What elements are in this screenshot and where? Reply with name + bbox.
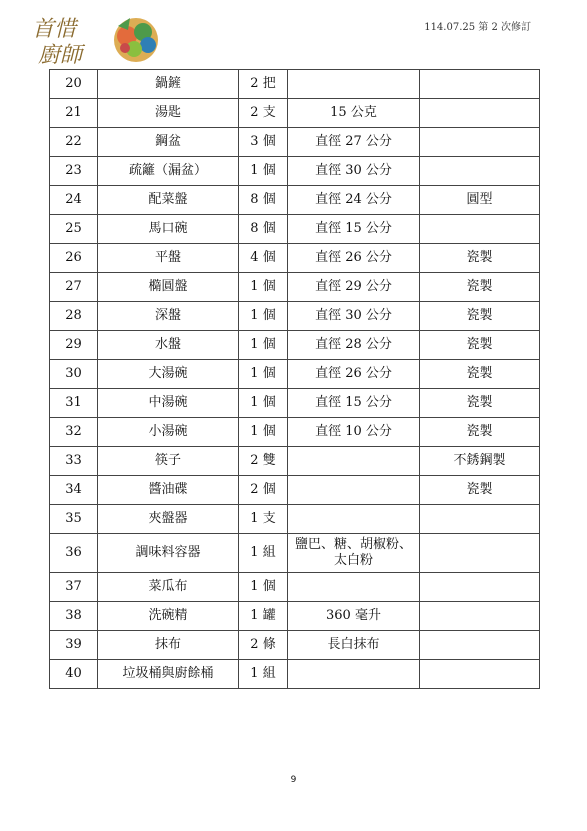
logo-leaf-icon [114,18,158,62]
item-quantity: 1 個 [239,331,288,360]
table-row [50,602,540,631]
item-number: 39 [50,631,98,660]
item-note [420,660,540,689]
item-spec: 360 毫升 [288,602,420,631]
item-spec [288,660,420,689]
table-row [50,389,540,418]
item-quantity: 1 個 [239,273,288,302]
item-spec: 直徑 15 公分 [288,215,420,244]
table-row [50,186,540,215]
logo-text: 首惜 [32,17,77,42]
item-quantity: 1 個 [239,302,288,331]
item-name: 湯匙 [98,99,239,128]
item-spec: 直徑 15 公分 [288,389,420,418]
item-number: 20 [50,70,98,99]
table-row [50,128,540,157]
item-spec: 直徑 30 公分 [288,157,420,186]
item-quantity: 1 個 [239,389,288,418]
item-spec: 直徑 10 公分 [288,418,420,447]
item-note: 不銹鋼製 [420,447,540,476]
item-spec [288,447,420,476]
table-row [50,70,540,99]
item-name: 深盤 [98,302,239,331]
item-number: 26 [50,244,98,273]
item-spec: 直徑 28 公分 [288,331,420,360]
item-note [420,602,540,631]
item-quantity: 1 個 [239,418,288,447]
item-name: 醬油碟 [98,476,239,505]
item-spec: 直徑 24 公分 [288,186,420,215]
item-quantity: 2 支 [239,99,288,128]
table-row [50,302,540,331]
item-note: 瓷製 [420,389,540,418]
item-number: 27 [50,273,98,302]
table-row [50,331,540,360]
item-quantity: 1 個 [239,360,288,389]
item-note [420,534,540,573]
item-number: 24 [50,186,98,215]
item-number: 36 [50,534,98,573]
item-note: 瓷製 [420,476,540,505]
item-quantity: 1 個 [239,573,288,602]
table-row [50,418,540,447]
item-note [420,505,540,534]
item-spec: 直徑 30 公分 [288,302,420,331]
item-note [420,215,540,244]
table-row [50,534,540,573]
table-row [50,215,540,244]
item-number: 28 [50,302,98,331]
item-number: 21 [50,99,98,128]
item-quantity: 1 個 [239,157,288,186]
item-quantity: 8 個 [239,186,288,215]
item-quantity: 2 雙 [239,447,288,476]
item-note: 圓型 [420,186,540,215]
revision-note: 114.07.25 第 2 次修訂 [424,22,531,33]
item-number: 25 [50,215,98,244]
item-number: 38 [50,602,98,631]
item-note [420,631,540,660]
svg-text:廚師: 廚師 [38,43,83,68]
item-name: 水盤 [98,331,239,360]
item-number: 22 [50,128,98,157]
item-name: 抹布 [98,631,239,660]
item-quantity: 2 條 [239,631,288,660]
item-quantity: 2 個 [239,476,288,505]
item-name: 菜瓜布 [98,573,239,602]
item-quantity: 3 個 [239,128,288,157]
item-note [420,99,540,128]
page-number: 9 [290,775,297,785]
item-quantity: 1 組 [239,534,288,573]
item-name: 疏籬（漏盆） [98,157,239,186]
item-note: 瓷製 [420,302,540,331]
item-name: 橢圓盤 [98,273,239,302]
item-note: 瓷製 [420,273,540,302]
table-row [50,660,540,689]
item-spec: 長白抹布 [288,631,420,660]
item-number: 32 [50,418,98,447]
item-spec: 直徑 27 公分 [288,128,420,157]
item-quantity: 1 組 [239,660,288,689]
table-row [50,360,540,389]
item-number: 33 [50,447,98,476]
item-name: 大湯碗 [98,360,239,389]
item-name: 鍋鏟 [98,70,239,99]
item-note: 瓷製 [420,360,540,389]
table-row [50,157,540,186]
item-number: 23 [50,157,98,186]
table-row [50,476,540,505]
item-note: 瓷製 [420,331,540,360]
item-note [420,157,540,186]
item-name: 平盤 [98,244,239,273]
item-name: 配菜盤 [98,186,239,215]
item-number: 29 [50,331,98,360]
item-name: 中湯碗 [98,389,239,418]
item-number: 35 [50,505,98,534]
item-name: 垃圾桶與廚餘桶 [98,660,239,689]
logo [30,12,165,68]
item-name: 小湯碗 [98,418,239,447]
item-spec: 直徑 26 公分 [288,244,420,273]
item-name: 鋼盆 [98,128,239,157]
item-name: 馬口碗 [98,215,239,244]
item-name: 洗碗精 [98,602,239,631]
item-quantity: 8 個 [239,215,288,244]
item-number: 34 [50,476,98,505]
equipment-table [49,69,540,689]
item-spec: 直徑 29 公分 [288,273,420,302]
table-row [50,631,540,660]
item-name: 筷子 [98,447,239,476]
table-row [50,573,540,602]
item-note [420,70,540,99]
item-spec: 鹽巴、糖、胡椒粉、太白粉 [288,534,420,573]
item-name: 夾盤器 [98,505,239,534]
table-row [50,447,540,476]
item-spec [288,70,420,99]
item-quantity: 4 個 [239,244,288,273]
item-quantity: 1 支 [239,505,288,534]
item-spec [288,505,420,534]
item-quantity: 1 罐 [239,602,288,631]
item-spec: 直徑 26 公分 [288,360,420,389]
item-number: 30 [50,360,98,389]
item-note [420,128,540,157]
item-note: 瓷製 [420,244,540,273]
item-spec [288,476,420,505]
item-quantity: 2 把 [239,70,288,99]
item-number: 40 [50,660,98,689]
item-spec [288,573,420,602]
item-spec: 15 公克 [288,99,420,128]
item-note: 瓷製 [420,418,540,447]
table-row [50,505,540,534]
item-number: 31 [50,389,98,418]
item-note [420,573,540,602]
table-row [50,244,540,273]
item-name: 調味料容器 [98,534,239,573]
table-row [50,273,540,302]
table-row [50,99,540,128]
item-number: 37 [50,573,98,602]
